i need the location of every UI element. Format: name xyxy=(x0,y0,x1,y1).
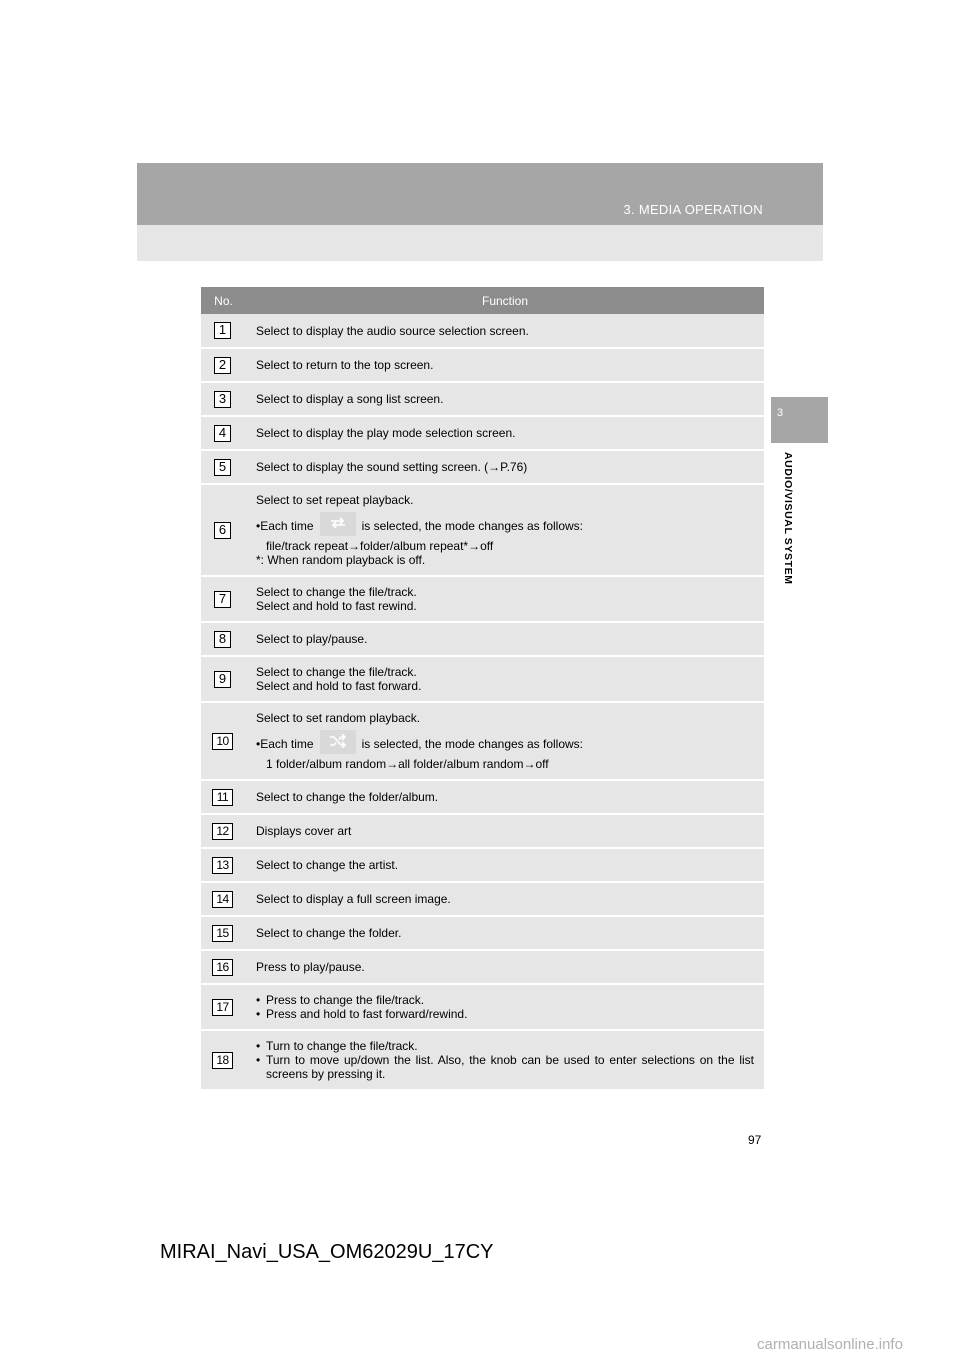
table-row xyxy=(201,576,764,622)
row-number-box: 5 xyxy=(214,459,231,476)
row-number-box: 16 xyxy=(212,959,233,976)
table-row xyxy=(201,814,764,848)
table-row xyxy=(201,916,764,950)
function-text: Select to display a song list screen. xyxy=(256,392,444,406)
row-number-box: 4 xyxy=(214,425,231,442)
function-text: Select to change the file/track. xyxy=(256,665,417,679)
table-row xyxy=(201,882,764,916)
function-intro: Select to set repeat playback. xyxy=(256,493,414,507)
function-text: Press to play/pause. xyxy=(256,960,365,974)
page-number: 97 xyxy=(748,1133,762,1147)
table-row xyxy=(201,382,764,416)
row-number-box: 14 xyxy=(212,891,233,908)
function-text: Select to change the folder/album. xyxy=(256,790,439,804)
header-function: Function xyxy=(246,287,764,314)
header-subband xyxy=(137,225,823,261)
function-text: Select to display a full screen image. xyxy=(256,892,451,906)
table-row xyxy=(201,450,764,484)
section-label: 3. MEDIA OPERATION xyxy=(623,202,763,217)
row-number-box: 2 xyxy=(214,357,231,374)
function-text: Select and hold to fast rewind. xyxy=(256,599,417,613)
repeat-icon xyxy=(320,512,356,536)
table-row xyxy=(201,656,764,702)
function-text: Select to return to the top screen. xyxy=(256,358,434,372)
row-number-box: 1 xyxy=(214,322,231,339)
chapter-tab xyxy=(771,397,828,443)
shuffle-icon xyxy=(320,730,356,754)
bullet-item: •Each time is selected, the mode changes as follows: xyxy=(256,515,754,539)
row-number-box: 13 xyxy=(212,857,233,874)
table-row xyxy=(201,950,764,984)
row-number-box: 10 xyxy=(212,733,233,750)
row-number-box: 9 xyxy=(214,671,231,688)
function-text: Displays cover art xyxy=(256,824,352,838)
row-number-box: 12 xyxy=(212,823,233,840)
bullet-item: • Turn to move up/down the list. Also, the knob can be used to enter selections on the list screens by pressing it. xyxy=(256,1053,754,1081)
mode-sequence: file/track repeat→folder/album repeat*→off xyxy=(266,539,494,553)
row-number-box: 3 xyxy=(214,391,231,408)
table-row xyxy=(201,702,764,780)
function-text: Select and hold to fast forward. xyxy=(256,679,422,693)
function-text: Select to play/pause. xyxy=(256,632,368,646)
function-text: Select to change the file/track. xyxy=(256,585,417,599)
bullet-item: •Each time is selected, the mode changes as follows: xyxy=(256,733,754,757)
document-code: MIRAI_Navi_USA_OM62029U_17CY xyxy=(160,1241,494,1263)
table-row xyxy=(201,848,764,882)
row-number-box: 18 xyxy=(212,1052,233,1069)
bullet-item: • Press and hold to fast forward/rewind. xyxy=(256,1007,468,1021)
row-number-box: 11 xyxy=(212,789,233,806)
row-number-box: 15 xyxy=(212,925,233,942)
function-text: Select to display the audio source selection screen. xyxy=(256,323,529,338)
bullet-item: • Press to change the file/track. xyxy=(256,993,425,1007)
footnote: *: When random playback is off. xyxy=(256,553,426,567)
bullet-item: • Turn to change the file/track. xyxy=(256,1039,418,1053)
row-number-box: 7 xyxy=(214,591,231,608)
table-row xyxy=(201,622,764,656)
table-row xyxy=(201,484,764,576)
chapter-number: 3 xyxy=(777,407,784,419)
function-text: Select to display the sound setting screen. (→P.76) xyxy=(256,460,528,474)
mode-sequence: 1 folder/album random→all folder/album random→off xyxy=(266,757,549,771)
chapter-title: AUDIO/VISUAL SYSTEM xyxy=(782,452,794,585)
table-row xyxy=(201,348,764,382)
table-row xyxy=(201,780,764,814)
row-number-box: 6 xyxy=(214,522,231,539)
table-row xyxy=(201,314,764,348)
function-text: Select to change the artist. xyxy=(256,858,399,872)
watermark: carmanualsonline.info xyxy=(757,1336,903,1353)
table-row xyxy=(201,416,764,450)
table-row xyxy=(201,984,764,1030)
table-row xyxy=(201,1030,764,1090)
row-number-box: 8 xyxy=(214,631,231,648)
function-text: Select to change the folder. xyxy=(256,926,402,940)
header-no: No. xyxy=(201,287,246,314)
table-header-row xyxy=(201,287,764,314)
row-number-box: 17 xyxy=(212,999,233,1016)
function-table xyxy=(201,287,764,1091)
function-text: Select to display the play mode selection screen. xyxy=(256,426,516,440)
function-intro: Select to set random playback. xyxy=(256,711,421,725)
